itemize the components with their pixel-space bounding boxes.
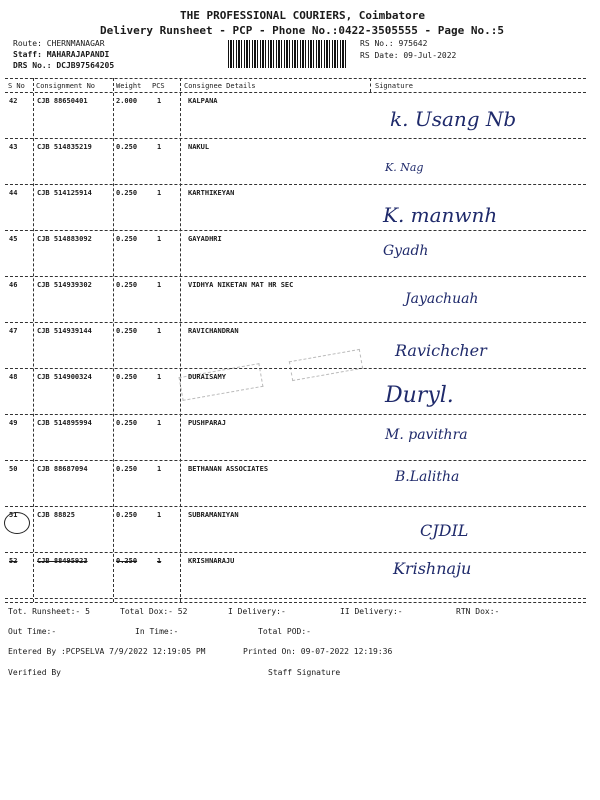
drs-number: DRS No.: DCJB97564205 — [13, 61, 115, 70]
col-header-signature: Signature — [375, 82, 413, 90]
row-consignment-no: CJB 514125914 — [37, 189, 92, 197]
row-pcs: 1 — [157, 373, 162, 381]
row-weight: 2.000 — [116, 97, 138, 105]
row-pcs: 1 — [157, 235, 162, 243]
out-time: Out Time:- — [8, 627, 57, 636]
hand-drawn-circle — [4, 512, 30, 534]
col-divider — [33, 78, 34, 602]
col-divider — [113, 78, 114, 602]
row-weight: 0.250 — [116, 557, 138, 565]
row-separator — [5, 138, 586, 139]
row-weight: 0.250 — [116, 143, 138, 151]
rs-number: RS No.: 975642 — [360, 39, 428, 48]
ii-delivery: II Delivery:- — [340, 607, 403, 616]
row-consignee: DURAISAMY — [188, 373, 226, 381]
staff-label: Staff: MAHARAJAPANDI — [13, 50, 110, 59]
row-consignment-no: CJB 514835219 — [37, 143, 92, 151]
row-pcs: 1 — [157, 327, 162, 335]
row-signature: B.Lalitha — [395, 469, 460, 485]
row-pcs: 1 — [157, 511, 162, 519]
row-pcs: 1 — [157, 97, 162, 105]
col-divider — [180, 78, 181, 602]
row-pcs: 1 — [157, 465, 162, 473]
row-signature: Jayachuah — [405, 291, 479, 307]
verified-by: Verified By — [8, 668, 61, 677]
row-consignee: BETHANAN ASSOCIATES — [188, 465, 269, 473]
col-header-consignment: Consignment No — [36, 82, 96, 90]
company-title: THE PROFESSIONAL COURIERS, Coimbatore — [180, 9, 426, 22]
row-separator — [5, 184, 586, 185]
row-separator — [5, 276, 586, 277]
row-separator — [5, 414, 586, 415]
row-signature: M. pavithra — [385, 427, 468, 443]
footer-rule — [5, 602, 586, 603]
row-sno: 43 — [9, 143, 18, 151]
row-signature: CJDIL — [420, 521, 469, 540]
row-pcs: 1 — [157, 189, 162, 197]
row-consignment-no: CJB 88650401 — [37, 97, 88, 105]
row-pcs: 1 — [157, 419, 162, 427]
row-consignee: PUSHPARAJ — [188, 419, 226, 427]
table-top-rule — [5, 78, 586, 79]
row-separator — [5, 506, 586, 507]
row-separator — [5, 322, 586, 323]
col-header-pcs: PCS — [152, 82, 165, 90]
row-signature: Gyadh — [383, 243, 429, 259]
row-weight: 0.250 — [116, 511, 138, 519]
row-consignment-no: CJB 514883092 — [37, 235, 92, 243]
row-sno: 46 — [9, 281, 18, 289]
row-signature: Duryl. — [385, 383, 454, 408]
row-consignment-no: CJB 514900324 — [37, 373, 92, 381]
runsheet-title: Delivery Runsheet - PCP - Phone No.:0422-3505555 - Page No.:5 — [100, 24, 504, 37]
row-consignment-no: CJB 88825 — [37, 511, 75, 519]
table-header-rule — [5, 92, 586, 93]
row-consignee: SUBRAMANIYAN — [188, 511, 239, 519]
row-pcs: 1 — [157, 557, 162, 565]
row-sno: 48 — [9, 373, 18, 381]
row-sno: 49 — [9, 419, 18, 427]
row-consignee: KRISHNARAJU — [188, 557, 235, 565]
staff-signature: Staff Signature — [268, 668, 341, 677]
row-sno: 51 — [9, 511, 18, 519]
tot-runsheet: Tot. Runsheet:- 5 — [8, 607, 90, 616]
total-pod: Total POD:- — [258, 627, 311, 636]
rtn-dox: RTN Dox:- — [456, 607, 500, 616]
row-consignee: VIDHYA NIKETAN MAT HR SEC — [188, 281, 294, 289]
route-label: Route: CHERNMANAGAR — [13, 39, 105, 48]
row-separator — [5, 230, 586, 231]
row-consignment-no: CJB 88495923 — [37, 557, 88, 565]
row-consignee: NAKUL — [188, 143, 210, 151]
row-pcs: 1 — [157, 281, 162, 289]
row-signature: K. Nag — [385, 161, 424, 174]
total-dox: Total Dox:- 52 — [120, 607, 188, 616]
row-signature: K. manwnh — [383, 203, 498, 227]
row-consignment-no: CJB 514939302 — [37, 281, 92, 289]
col-header-weight: Weight — [116, 82, 142, 90]
in-time: In Time:- — [135, 627, 179, 636]
col-header-consignee: Consignee Details — [184, 82, 256, 90]
row-sno: 45 — [9, 235, 18, 243]
row-separator — [5, 460, 586, 461]
row-consignment-no: CJB 514939144 — [37, 327, 92, 335]
row-signature: k. Usang Nb — [390, 107, 517, 131]
barcode-image — [228, 40, 346, 68]
row-consignee: GAYADHRI — [188, 235, 222, 243]
row-weight: 0.250 — [116, 235, 138, 243]
row-separator — [5, 368, 586, 369]
col-divider — [370, 78, 371, 92]
row-weight: 0.250 — [116, 281, 138, 289]
row-weight: 0.250 — [116, 189, 138, 197]
row-sno: 47 — [9, 327, 18, 335]
row-separator — [5, 552, 586, 553]
printed-on: Printed On: 09-07-2022 12:19:36 — [243, 647, 393, 656]
row-consignee: KARTHIKEYAN — [188, 189, 235, 197]
row-weight: 0.250 — [116, 419, 138, 427]
row-consignee: KALPANA — [188, 97, 218, 105]
row-sno: 52 — [9, 557, 18, 565]
row-weight: 0.250 — [116, 373, 138, 381]
row-signature: Ravichcher — [395, 341, 487, 360]
faded-stamp — [289, 349, 363, 381]
i-delivery: I Delivery:- — [228, 607, 286, 616]
row-signature: Krishnaju — [393, 559, 472, 578]
col-header-sno: S No — [8, 82, 25, 90]
row-pcs: 1 — [157, 143, 162, 151]
row-sno: 44 — [9, 189, 18, 197]
row-consignee: RAVICHANDRAN — [188, 327, 239, 335]
row-weight: 0.250 — [116, 465, 138, 473]
row-consignment-no: CJB 88687094 — [37, 465, 88, 473]
rs-date: RS Date: 09-Jul-2022 — [360, 51, 457, 60]
row-separator — [5, 598, 586, 599]
row-weight: 0.250 — [116, 327, 138, 335]
row-sno: 50 — [9, 465, 18, 473]
row-sno: 42 — [9, 97, 18, 105]
entered-by: Entered By :PCPSELVA 7/9/2022 12:19:05 PM — [8, 647, 206, 656]
row-consignment-no: CJB 514895994 — [37, 419, 92, 427]
